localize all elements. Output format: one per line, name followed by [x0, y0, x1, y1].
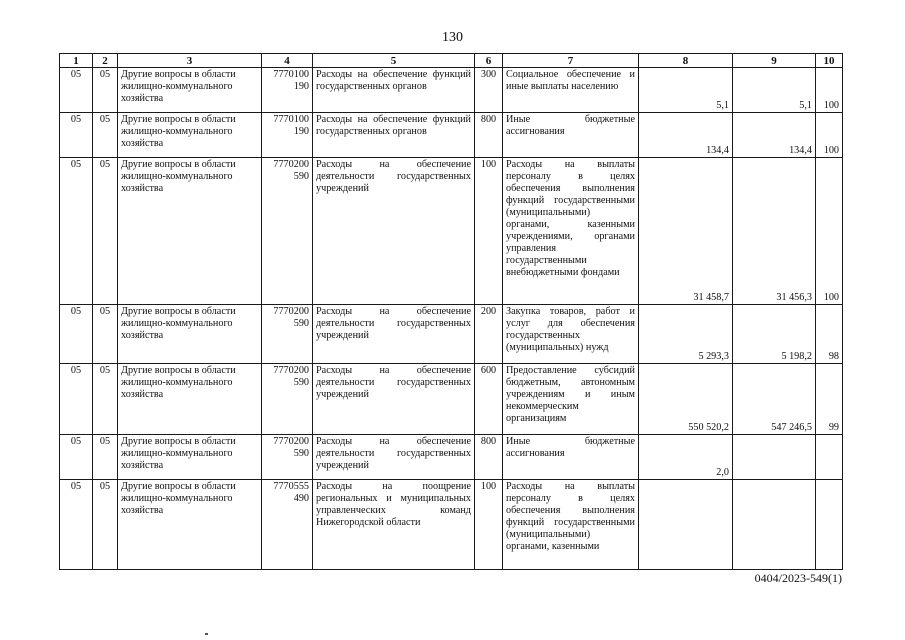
cell-section-name: Другие вопросы в области жилищно-коммунального хозяйства	[118, 113, 262, 158]
cell-section: 05	[60, 68, 93, 113]
cell-actual-amount: 5 198,2	[733, 305, 816, 364]
header-cell-4: 4	[262, 54, 313, 68]
cell-actual-amount: 134,4	[733, 113, 816, 158]
cell-planned-amount: 550 520,2	[639, 364, 733, 435]
cell-section-name: Другие вопросы в области жилищно-коммунального хозяйства	[118, 305, 262, 364]
table-header-row	[60, 54, 843, 68]
document-code: 0404/2023-549(1)	[754, 571, 842, 585]
cell-subsection: 05	[93, 68, 118, 113]
cell-expense-type: 800	[475, 113, 503, 158]
scan-artifact	[205, 633, 208, 635]
page-number: 130	[442, 30, 463, 45]
cell-planned-amount	[639, 480, 733, 570]
cell-percent: 99	[816, 364, 843, 435]
cell-target-code: 7770200 590	[262, 158, 313, 305]
cell-target-code: 7770200 590	[262, 435, 313, 480]
table-row	[60, 480, 843, 570]
cell-actual-amount: 5,1	[733, 68, 816, 113]
cell-target-name: Расходы на обеспечение деятельности государственных учреждений	[313, 158, 475, 305]
cell-target-code: 7770100 190	[262, 113, 313, 158]
cell-percent: 100	[816, 68, 843, 113]
header-cell-10: 10	[816, 54, 843, 68]
cell-subsection: 05	[93, 113, 118, 158]
header-cell-9: 9	[733, 54, 816, 68]
cell-subsection: 05	[93, 158, 118, 305]
cell-planned-amount: 5 293,3	[639, 305, 733, 364]
cell-percent	[816, 480, 843, 570]
cell-actual-amount	[733, 435, 816, 480]
header-cell-6: 6	[475, 54, 503, 68]
cell-section-name: Другие вопросы в области жилищно-коммунального хозяйства	[118, 68, 262, 113]
cell-target-code: 7770200 590	[262, 364, 313, 435]
budget-table	[59, 53, 843, 570]
header-cell-3: 3	[118, 54, 262, 68]
cell-expense-type-name	[503, 480, 639, 570]
cell-percent: 100	[816, 113, 843, 158]
cell-subsection: 05	[93, 364, 118, 435]
cell-section: 05	[60, 435, 93, 480]
cell-section-name: Другие вопросы в области жилищно-коммунального хозяйства	[118, 435, 262, 480]
cell-expense-type: 800	[475, 435, 503, 480]
cell-target-name: Расходы на обеспечение функций государственных органов	[313, 68, 475, 113]
cell-planned-amount: 5,1	[639, 68, 733, 113]
table-row	[60, 158, 843, 305]
cell-actual-amount	[733, 480, 816, 570]
cell-expense-type-name: Расходы на выплаты персоналу в целях обеспечения выполнения функций государственными (муниципальными) органами, казенными учреждениями, органами управления государственными внебюджетными фондами	[503, 158, 639, 305]
cell-expense-type-name: Предоставление субсидий бюджетным, автономным учреждениям и иным некоммерческим организациям	[503, 364, 639, 435]
cell-section: 05	[60, 305, 93, 364]
header-cell-1: 1	[60, 54, 93, 68]
cell-percent: 100	[816, 158, 843, 305]
cell-target-name: Расходы на поощрение региональных и муниципальных управленческих команд Нижегородской области	[313, 480, 475, 570]
cell-planned-amount: 2,0	[639, 435, 733, 480]
table-row	[60, 364, 843, 435]
cell-target-code: 7770100 190	[262, 68, 313, 113]
cell-subsection: 05	[93, 480, 118, 570]
cell-section: 05	[60, 158, 93, 305]
cell-target-code: 7770200 590	[262, 305, 313, 364]
cell-section: 05	[60, 113, 93, 158]
header-cell-2: 2	[93, 54, 118, 68]
table-row	[60, 113, 843, 158]
cell-target-name: Расходы на обеспечение деятельности государственных учреждений	[313, 305, 475, 364]
cell-expense-type-name: Иные бюджетные ассигнования	[503, 435, 639, 480]
header-cell-7: 7	[503, 54, 639, 68]
cell-section: 05	[60, 480, 93, 570]
table-row	[60, 68, 843, 113]
cell-subsection: 05	[93, 435, 118, 480]
cell-subsection: 05	[93, 305, 118, 364]
cell-expense-type: 600	[475, 364, 503, 435]
header-cell-5: 5	[313, 54, 475, 68]
cell-section-name: Другие вопросы в области жилищно-коммунального хозяйства	[118, 158, 262, 305]
cell-expense-type: 100	[475, 480, 503, 570]
cell-expense-type: 200	[475, 305, 503, 364]
cell-target-name: Расходы на обеспечение деятельности государственных учреждений	[313, 364, 475, 435]
cell-target-name: Расходы на обеспечение функций государственных органов	[313, 113, 475, 158]
cell-expense-type: 100	[475, 158, 503, 305]
cell-percent: 98	[816, 305, 843, 364]
cell-actual-amount: 31 456,3	[733, 158, 816, 305]
cell-expense-type-name: Социальное обеспечение и иные выплаты населению	[503, 68, 639, 113]
cell-section: 05	[60, 364, 93, 435]
cell-planned-amount: 134,4	[639, 113, 733, 158]
cell-expense-type-name: Иные бюджетные ассигнования	[503, 113, 639, 158]
cell-section-name: Другие вопросы в области жилищно-коммунального хозяйства	[118, 364, 262, 435]
cell-percent	[816, 435, 843, 480]
cell-expense-type-name: Закупка товаров, работ и услуг для обеспечения государственных (муниципальных) нужд	[503, 305, 639, 364]
table-row	[60, 305, 843, 364]
cell-planned-amount: 31 458,7	[639, 158, 733, 305]
cell-target-name: Расходы на обеспечение деятельности государственных учреждений	[313, 435, 475, 480]
table-row	[60, 435, 843, 480]
cell-expense-type: 300	[475, 68, 503, 113]
cell-actual-amount: 547 246,5	[733, 364, 816, 435]
cell-target-code: 7770555 490	[262, 480, 313, 570]
cell-expense-type-text: Расходы на выплаты персоналу в целях обеспечения выполнения функций государственными (муниципальными) органами, казенными	[506, 481, 635, 552]
header-cell-8: 8	[639, 54, 733, 68]
cell-section-name: Другие вопросы в области жилищно-коммунального хозяйства	[118, 480, 262, 570]
